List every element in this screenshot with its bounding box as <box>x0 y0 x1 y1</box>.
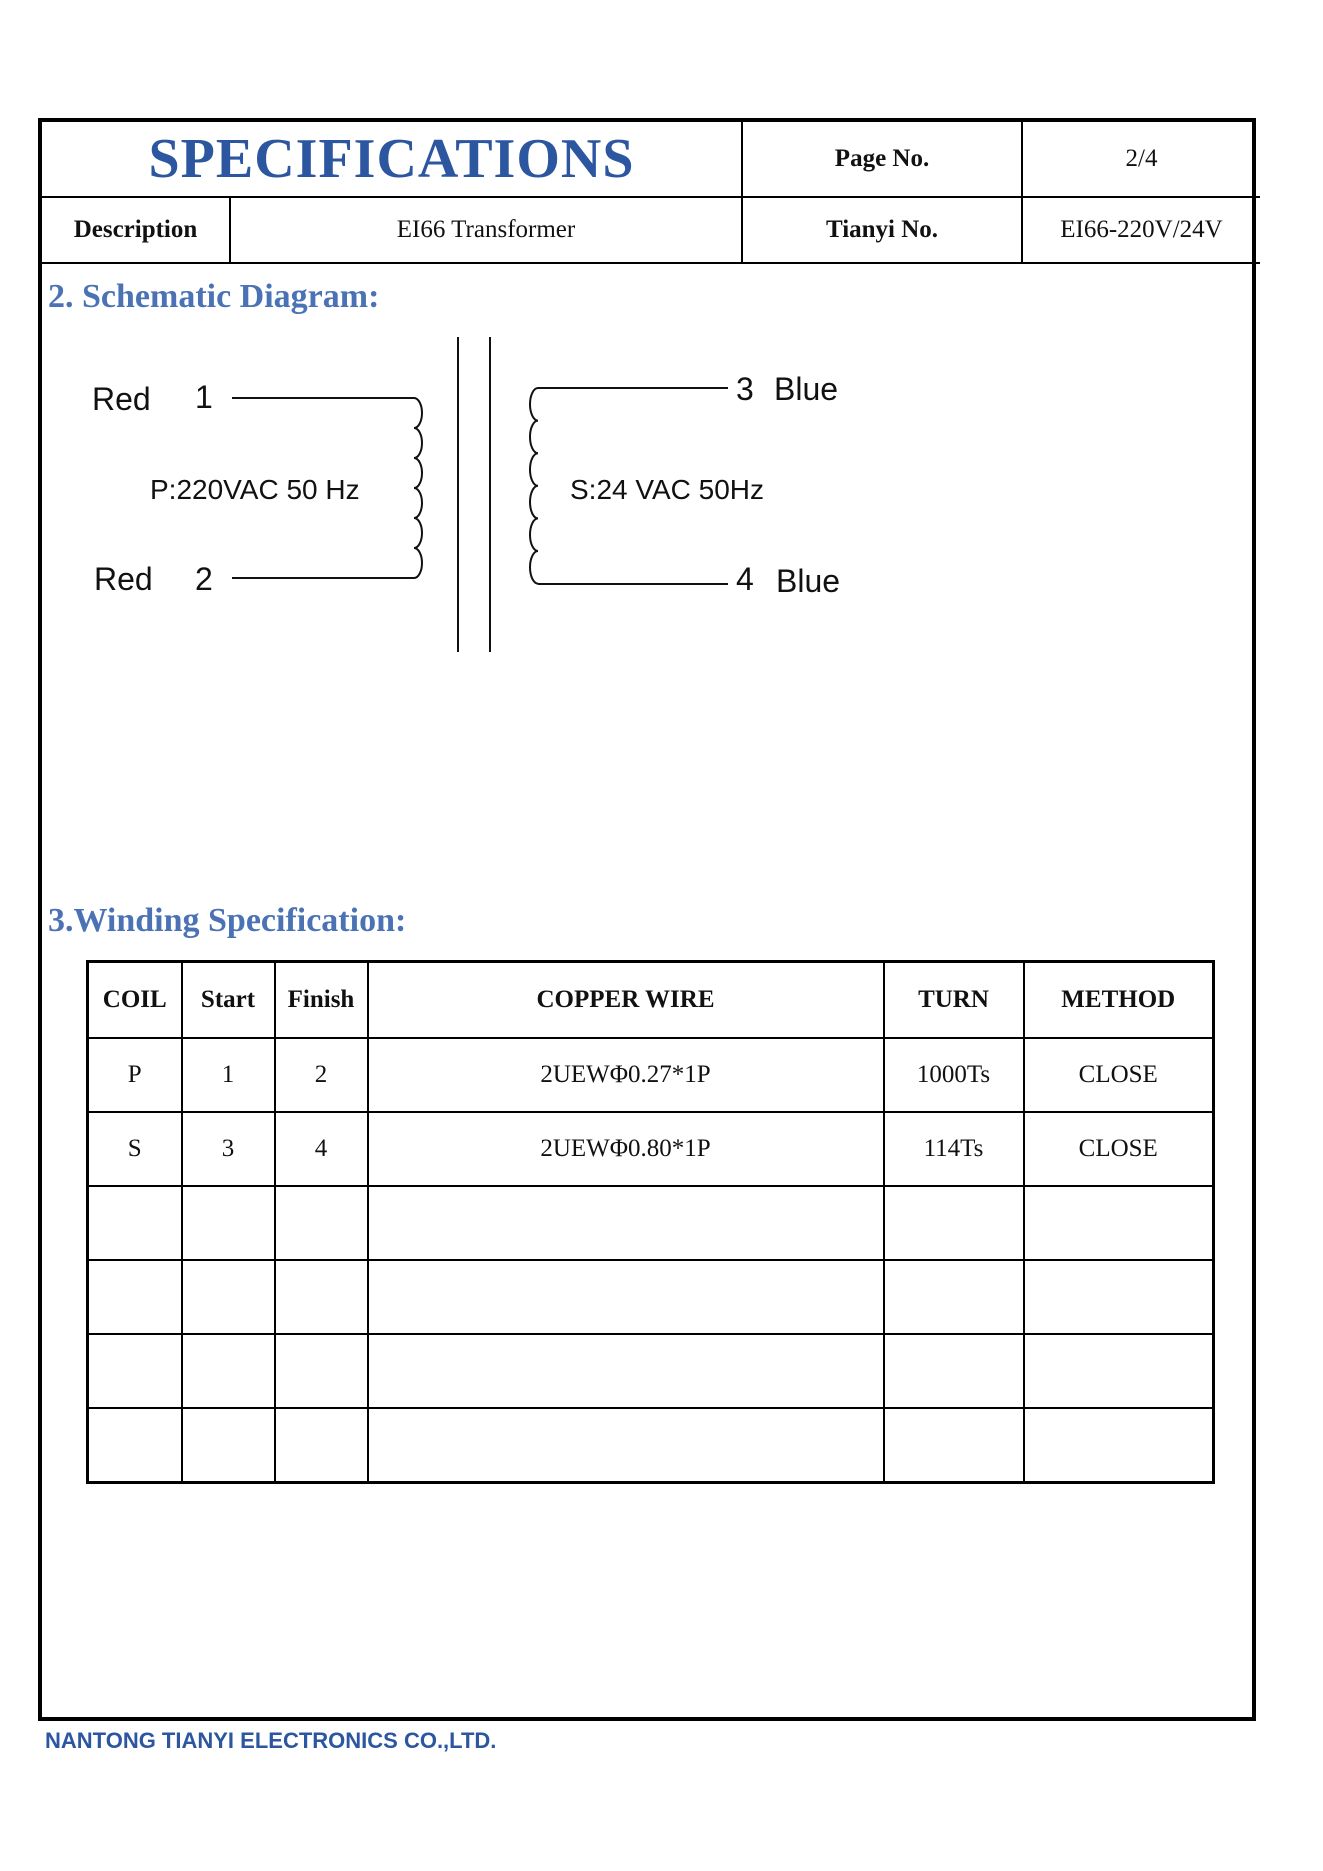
tianyi-no-label: Tianyi No. <box>825 216 939 243</box>
page-no-label: Page No. <box>834 145 930 172</box>
header-table <box>42 122 1260 264</box>
cell-method <box>1024 1334 1214 1408</box>
cell-start <box>182 1260 275 1334</box>
col-copper-wire: COPPER WIRE <box>368 962 884 1039</box>
cell-finish: 2 <box>275 1038 368 1112</box>
primary-rating: P:220VAC 50 Hz <box>150 474 360 505</box>
page-no-value-cell <box>1022 122 1260 197</box>
cell-start <box>182 1186 275 1260</box>
schematic-heading: 2. Schematic Diagram: <box>48 278 380 315</box>
cell-coil: S <box>88 1112 182 1186</box>
cell-finish: 4 <box>275 1112 368 1186</box>
spec-sheet-frame <box>38 118 1256 1721</box>
cell-start: 1 <box>182 1038 275 1112</box>
tianyi-value-cell <box>1022 197 1260 263</box>
primary-bottom-color: Red <box>94 561 153 597</box>
description-label: Description <box>73 216 198 243</box>
secondary-bottom-pin: 4 <box>736 561 754 597</box>
cell-coil <box>88 1260 182 1334</box>
cell-coil <box>88 1186 182 1260</box>
title-cell <box>42 122 742 197</box>
cell-coil <box>88 1408 182 1483</box>
cell-method <box>1024 1408 1214 1483</box>
description-value: EI66 Transformer <box>396 216 576 243</box>
winding-heading: 3.Winding Specification: <box>48 902 407 939</box>
cell-turn: 114Ts <box>884 1112 1024 1186</box>
cell-method: CLOSE <box>1024 1112 1214 1186</box>
cell-turn <box>884 1334 1024 1408</box>
table-row <box>88 1112 1214 1186</box>
page-no-label-cell <box>742 122 1022 197</box>
col-start: Start <box>182 962 275 1039</box>
table-row <box>88 1038 1214 1112</box>
col-finish: Finish <box>275 962 368 1039</box>
secondary-top-color: Blue <box>774 371 839 407</box>
secondary-coil <box>530 388 538 584</box>
description-label-cell <box>42 197 230 263</box>
cell-copper-wire <box>368 1334 884 1408</box>
secondary-rating: S:24 VAC 50Hz <box>570 474 765 505</box>
col-turn: TURN <box>884 962 1024 1039</box>
col-method: METHOD <box>1024 962 1214 1039</box>
tianyi-no-value: EI66-220V/24V <box>1060 216 1223 243</box>
secondary-winding <box>530 388 728 584</box>
primary-bottom-pin: 2 <box>195 561 213 597</box>
cell-start <box>182 1408 275 1483</box>
table-row <box>88 1334 1214 1408</box>
cell-coil: P <box>88 1038 182 1112</box>
tianyi-label-cell <box>742 197 1022 263</box>
cell-method <box>1024 1260 1214 1334</box>
cell-copper-wire: 2UEWΦ0.27*1P <box>368 1038 884 1112</box>
secondary-top-pin: 3 <box>736 371 754 407</box>
cell-copper-wire <box>368 1408 884 1483</box>
page-title: SPECIFICATIONS <box>148 128 635 190</box>
secondary-bottom-color: Blue <box>776 563 841 599</box>
primary-winding <box>232 398 422 578</box>
cell-turn <box>884 1408 1024 1483</box>
cell-start <box>182 1334 275 1408</box>
cell-turn <box>884 1186 1024 1260</box>
winding-header-row <box>88 962 1214 1039</box>
cell-finish <box>275 1260 368 1334</box>
description-value-cell <box>230 197 742 263</box>
primary-top-pin: 1 <box>195 379 213 415</box>
page-no-value: 2/4 <box>1125 145 1158 172</box>
cell-turn <box>884 1260 1024 1334</box>
cell-turn: 1000Ts <box>884 1038 1024 1112</box>
transformer-core <box>458 337 490 652</box>
table-row <box>88 1186 1214 1260</box>
cell-start: 3 <box>182 1112 275 1186</box>
cell-copper-wire <box>368 1186 884 1260</box>
table-row <box>88 1408 1214 1483</box>
cell-finish <box>275 1186 368 1260</box>
winding-table <box>86 960 1215 1484</box>
table-row <box>88 1260 1214 1334</box>
primary-coil <box>414 398 422 578</box>
cell-finish <box>275 1408 368 1483</box>
cell-finish <box>275 1334 368 1408</box>
cell-method: CLOSE <box>1024 1038 1214 1112</box>
primary-top-color: Red <box>92 381 151 417</box>
cell-copper-wire <box>368 1260 884 1334</box>
cell-copper-wire: 2UEWΦ0.80*1P <box>368 1112 884 1186</box>
cell-coil <box>88 1334 182 1408</box>
company-footer: NANTONG TIANYI ELECTRONICS CO.,LTD. <box>45 1728 497 1753</box>
cell-method <box>1024 1186 1214 1260</box>
col-coil: COIL <box>88 962 182 1039</box>
